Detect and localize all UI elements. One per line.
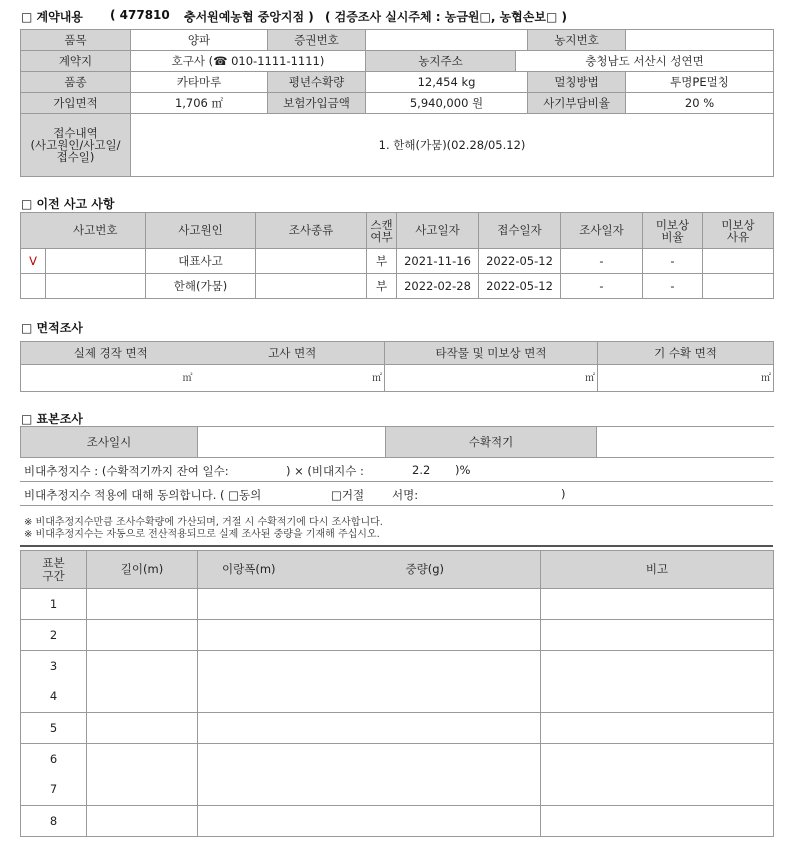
note-2: ※ 비대추정지수는 자동으로 전산적용되므로 실제 조사된 중량을 기재해 주십시오. — [24, 529, 380, 540]
prev-accident-table — [20, 212, 774, 299]
table-row — [21, 806, 774, 837]
area-survey-table — [20, 341, 774, 392]
survey-date-label: 조사일시 — [21, 427, 198, 458]
prev-row-date: 2021-11-16 — [397, 249, 479, 274]
variety-label: 품종 — [21, 72, 131, 93]
prev-row-no — [46, 274, 146, 299]
width-weight-input[interactable] — [198, 651, 541, 713]
survey-date-input[interactable] — [198, 427, 386, 458]
farm-no-label: 농지번호 — [528, 30, 626, 51]
signature-label: 서명: — [392, 488, 419, 502]
prev-col-mark — [21, 213, 46, 249]
prev-row-mark: V — [21, 249, 46, 274]
prev-row-type — [256, 249, 367, 274]
receipt-label: 접수내역 (사고원인/사고일/ 접수일) — [21, 114, 131, 177]
mulch-label: 멀칭방법 — [528, 72, 626, 93]
deductible-value: 20 % — [626, 93, 774, 114]
prev-row-ratio: - — [643, 249, 703, 274]
prev-row-reason — [703, 249, 774, 274]
row-index: 6 — [21, 744, 87, 775]
dead-area-input[interactable] — [201, 365, 385, 392]
table-row — [21, 274, 774, 299]
harvested-area-label: 기 수확 면적 — [598, 342, 774, 365]
inspection-subject: ( 검증조사 실시주체 : 농금원□, 농협손보□ ) — [325, 10, 567, 24]
remarks-input[interactable] — [541, 620, 774, 651]
width-weight-input[interactable] — [198, 806, 541, 837]
row-index: 2 — [21, 620, 87, 651]
width-weight-input[interactable] — [198, 713, 541, 744]
remarks-input[interactable] — [541, 744, 774, 806]
prev-col-date: 사고일자 — [397, 213, 479, 249]
prev-col-receipt: 접수일자 — [479, 213, 561, 249]
prev-col-ratio: 미보상 비율 — [643, 213, 703, 249]
growth-index-text-mid: ) × (비대지수 : — [286, 464, 364, 478]
table-row — [21, 249, 774, 274]
growth-index-text: 비대추정지수 : (수확적기까지 잔여 일수: — [24, 464, 229, 478]
row-index: 1 — [21, 589, 87, 620]
growth-index-value: 2.2 — [412, 463, 431, 477]
avg-yield-label: 평년수확량 — [268, 72, 366, 93]
prev-row-type — [256, 274, 367, 299]
insured-amount-value: 5,940,000 원 — [366, 93, 528, 114]
receipt-value: 1. 한해(가뭄)(02.28/05.12) — [131, 114, 774, 177]
table-row — [21, 589, 774, 620]
other-area-input[interactable] — [385, 365, 598, 392]
policy-no-value[interactable] — [366, 30, 528, 51]
item-value: 양파 — [131, 30, 268, 51]
mulch-value: 투명PE멀칭 — [626, 72, 774, 93]
prev-row-mark — [21, 274, 46, 299]
signature-close: ) — [561, 487, 566, 501]
prev-row-cause: 한해(가뭄) — [146, 274, 256, 299]
width-weight-input[interactable] — [198, 744, 541, 806]
unit-label: ㎡ — [372, 373, 382, 384]
row-index: 3 — [21, 651, 87, 682]
contractor-value: 호구사 (☎ 010-1111-1111) — [131, 51, 366, 72]
harvest-time-label: 수확적기 — [386, 427, 597, 458]
contract-header: □ 계약내용 — [21, 10, 83, 24]
insured-amount-label: 보험가입금액 — [268, 93, 366, 114]
farm-address-value: 충청남도 서산시 성연면 — [516, 51, 774, 72]
prev-col-type: 조사종류 — [256, 213, 367, 249]
actual-area-label: 실제 경작 면적 — [21, 342, 201, 365]
area-value: 1,706 ㎡ — [131, 93, 268, 114]
sample-survey-header: □ 표본조사 — [21, 412, 83, 426]
prev-col-cause: 사고원인 — [146, 213, 256, 249]
prev-row-ratio: - — [643, 274, 703, 299]
contract-code: ( 477810 — [110, 8, 170, 22]
length-input[interactable] — [87, 744, 198, 806]
remarks-input[interactable] — [541, 806, 774, 837]
unit-label: ㎡ — [182, 373, 193, 384]
contract-table — [20, 29, 774, 177]
length-input[interactable] — [87, 620, 198, 651]
prev-row-survey: - — [561, 274, 643, 299]
variety-value: 카타마루 — [131, 72, 268, 93]
prev-row-scan: 부 — [367, 274, 397, 299]
prev-row-receipt: 2022-05-12 — [479, 274, 561, 299]
contractor-label: 계약지 — [21, 51, 131, 72]
farm-no-value[interactable] — [626, 30, 774, 51]
row-index: 5 — [21, 713, 87, 744]
prev-row-date: 2022-02-28 — [397, 274, 479, 299]
remarks-input[interactable] — [541, 713, 774, 744]
prev-col-survey: 조사일자 — [561, 213, 643, 249]
col-remarks: 비고 — [541, 551, 774, 589]
unit-label: ㎡ — [761, 373, 771, 384]
consent-text: 비대추정지수 적용에 대해 동의합니다. ( □동의 — [24, 488, 262, 502]
unit-label: ㎡ — [585, 373, 595, 384]
harvest-time-input[interactable] — [597, 427, 774, 458]
col-ridge-width: 이랑폭(m) — [198, 551, 310, 589]
avg-yield-value: 12,454 kg — [366, 72, 528, 93]
note-1: ※ 비대추정지수만큼 조사수확량에 가산되며, 거절 시 수확적기에 다시 조사합니다. — [24, 517, 383, 528]
length-input[interactable] — [87, 713, 198, 744]
row-index: 4 — [21, 682, 87, 713]
row-index: 8 — [21, 806, 87, 837]
sample-date-table — [20, 426, 774, 458]
prev-col-no: 사고번호 — [46, 213, 146, 249]
contract-office: 충서원예농협 중앙지점 ) — [184, 10, 314, 24]
prev-row-survey: - — [561, 249, 643, 274]
table-row — [21, 620, 774, 651]
table-row — [21, 744, 774, 775]
remarks-input[interactable] — [541, 651, 774, 713]
growth-index-unit: )% — [455, 463, 471, 477]
row-index: 7 — [21, 775, 87, 806]
table-row — [21, 713, 774, 744]
prev-row-scan: 부 — [367, 249, 397, 274]
width-weight-input[interactable] — [198, 620, 541, 651]
area-label: 가입면적 — [21, 93, 131, 114]
length-input[interactable] — [87, 806, 198, 837]
prev-accident-header: □ 이전 사고 사항 — [21, 197, 115, 211]
prev-row-no — [46, 249, 146, 274]
dead-area-label: 고사 면적 — [201, 342, 385, 365]
harvested-area-input[interactable] — [598, 365, 774, 392]
col-length: 길이(m) — [87, 551, 198, 589]
actual-area-input[interactable] — [21, 365, 201, 392]
prev-row-reason — [703, 274, 774, 299]
col-weight: 중량(g) — [310, 551, 541, 589]
prev-col-scan: 스캔 여부 — [367, 213, 397, 249]
reject-checkbox[interactable]: □거절 — [331, 488, 365, 502]
length-input[interactable] — [87, 589, 198, 620]
item-label: 품목 — [21, 30, 131, 51]
measurement-table — [20, 550, 774, 837]
length-input[interactable] — [87, 651, 198, 713]
farm-address-label: 농지주소 — [366, 51, 516, 72]
width-weight-input[interactable] — [198, 589, 541, 620]
other-area-label: 타작물 및 미보상 면적 — [385, 342, 598, 365]
prev-row-cause: 대표사고 — [146, 249, 256, 274]
prev-row-receipt: 2022-05-12 — [479, 249, 561, 274]
table-row — [21, 651, 774, 682]
col-sample-section: 표본 구간 — [21, 551, 87, 589]
remarks-input[interactable] — [541, 589, 774, 620]
policy-no-label: 증권번호 — [268, 30, 366, 51]
prev-col-reason: 미보상 사유 — [703, 213, 774, 249]
area-survey-header: □ 면적조사 — [21, 321, 83, 335]
deductible-label: 사기부담비율 — [528, 93, 626, 114]
